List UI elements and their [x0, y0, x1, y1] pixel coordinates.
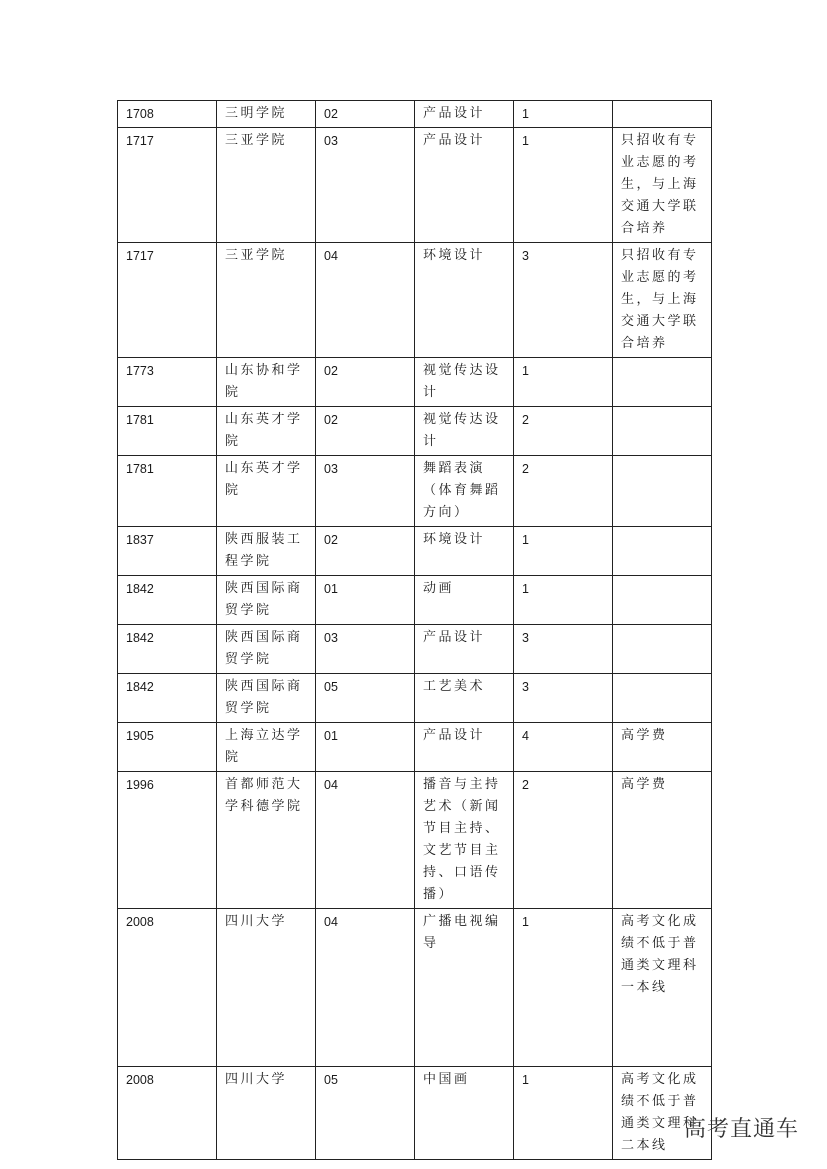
cell-note: 高学费 [613, 772, 712, 909]
cell-school-code: 1773 [118, 358, 217, 407]
cell-major-name: 动画 [415, 576, 514, 625]
cell-enrollment-count: 1 [514, 358, 613, 407]
cell-note [613, 101, 712, 128]
cell-note [613, 358, 712, 407]
cell-school-code: 1842 [118, 576, 217, 625]
cell-major-name: 产品设计 [415, 625, 514, 674]
cell-school-name: 三亚学院 [217, 128, 316, 243]
cell-school-name: 陕西国际商贸学院 [217, 576, 316, 625]
cell-note [613, 576, 712, 625]
table-row [118, 456, 712, 527]
cell-enrollment-count: 3 [514, 625, 613, 674]
cell-major-code: 02 [316, 407, 415, 456]
cell-note: 高考文化成绩不低于普通类文理科一本线 [613, 909, 712, 1067]
cell-note: 只招收有专业志愿的考生，与上海交通大学联合培养 [613, 243, 712, 358]
cell-enrollment-count: 2 [514, 456, 613, 527]
cell-school-name: 上海立达学院 [217, 723, 316, 772]
cell-major-name: 环境设计 [415, 527, 514, 576]
table-row [118, 1067, 712, 1160]
cell-enrollment-count: 1 [514, 527, 613, 576]
cell-note: 只招收有专业志愿的考生，与上海交通大学联合培养 [613, 128, 712, 243]
cell-enrollment-count: 2 [514, 772, 613, 909]
cell-school-name: 首都师范大学科德学院 [217, 772, 316, 909]
cell-major-name: 产品设计 [415, 128, 514, 243]
cell-school-code: 1708 [118, 101, 217, 128]
admissions-table-body [118, 101, 712, 1160]
table-row [118, 909, 712, 1067]
cell-major-code: 03 [316, 456, 415, 527]
table-row [118, 101, 712, 128]
cell-enrollment-count: 4 [514, 723, 613, 772]
cell-major-name: 产品设计 [415, 101, 514, 128]
cell-school-name: 陕西国际商贸学院 [217, 625, 316, 674]
cell-school-name: 山东英才学院 [217, 407, 316, 456]
cell-note [613, 456, 712, 527]
cell-major-code: 02 [316, 358, 415, 407]
cell-school-code: 1781 [118, 407, 217, 456]
table-row [118, 576, 712, 625]
cell-major-name: 产品设计 [415, 723, 514, 772]
cell-major-code: 01 [316, 723, 415, 772]
cell-major-code: 04 [316, 909, 415, 1067]
cell-enrollment-count: 1 [514, 909, 613, 1067]
cell-enrollment-count: 1 [514, 1067, 613, 1160]
cell-school-code: 2008 [118, 909, 217, 1067]
table-row [118, 527, 712, 576]
cell-major-name: 舞蹈表演（体育舞蹈方向） [415, 456, 514, 527]
cell-major-name: 视觉传达设计 [415, 407, 514, 456]
cell-major-name: 视觉传达设计 [415, 358, 514, 407]
cell-school-code: 1837 [118, 527, 217, 576]
table-row [118, 723, 712, 772]
cell-note: 高学费 [613, 723, 712, 772]
admissions-table [117, 100, 712, 1160]
cell-school-name: 山东协和学院 [217, 358, 316, 407]
cell-school-code: 1842 [118, 625, 217, 674]
cell-note [613, 407, 712, 456]
cell-major-code: 01 [316, 576, 415, 625]
cell-note [613, 625, 712, 674]
cell-school-name: 四川大学 [217, 909, 316, 1067]
cell-school-name: 山东英才学院 [217, 456, 316, 527]
cell-major-code: 02 [316, 527, 415, 576]
cell-school-code: 2008 [118, 1067, 217, 1160]
cell-enrollment-count: 1 [514, 576, 613, 625]
cell-school-code: 1842 [118, 674, 217, 723]
cell-note: 高考文化成绩不低于普通类文理科二本线 [613, 1067, 712, 1160]
cell-school-name: 陕西服装工程学院 [217, 527, 316, 576]
table-row [118, 407, 712, 456]
cell-school-code: 1717 [118, 128, 217, 243]
table-row [118, 772, 712, 909]
cell-major-name: 广播电视编导 [415, 909, 514, 1067]
cell-enrollment-count: 3 [514, 674, 613, 723]
cell-major-name: 中国画 [415, 1067, 514, 1160]
table-row [118, 674, 712, 723]
cell-school-name: 陕西国际商贸学院 [217, 674, 316, 723]
table-row [118, 243, 712, 358]
cell-enrollment-count: 3 [514, 243, 613, 358]
cell-school-code: 1781 [118, 456, 217, 527]
cell-major-code: 04 [316, 243, 415, 358]
cell-major-code: 03 [316, 128, 415, 243]
cell-major-code: 03 [316, 625, 415, 674]
cell-school-name: 三亚学院 [217, 243, 316, 358]
cell-major-code: 02 [316, 101, 415, 128]
cell-school-name: 四川大学 [217, 1067, 316, 1160]
cell-note [613, 527, 712, 576]
cell-major-name: 环境设计 [415, 243, 514, 358]
cell-enrollment-count: 2 [514, 407, 613, 456]
cell-school-code: 1996 [118, 772, 217, 909]
cell-school-code: 1905 [118, 723, 217, 772]
table-row [118, 625, 712, 674]
cell-major-code: 05 [316, 1067, 415, 1160]
cell-school-code: 1717 [118, 243, 217, 358]
watermark-text: 高考直通车 [683, 1117, 799, 1142]
cell-enrollment-count: 1 [514, 101, 613, 128]
cell-major-code: 05 [316, 674, 415, 723]
cell-school-name: 三明学院 [217, 101, 316, 128]
table-row [118, 128, 712, 243]
table-row [118, 358, 712, 407]
cell-enrollment-count: 1 [514, 128, 613, 243]
cell-major-code: 04 [316, 772, 415, 909]
cell-major-name: 工艺美术 [415, 674, 514, 723]
cell-note [613, 674, 712, 723]
cell-major-name: 播音与主持艺术（新闻节目主持、文艺节目主持、口语传播） [415, 772, 514, 909]
